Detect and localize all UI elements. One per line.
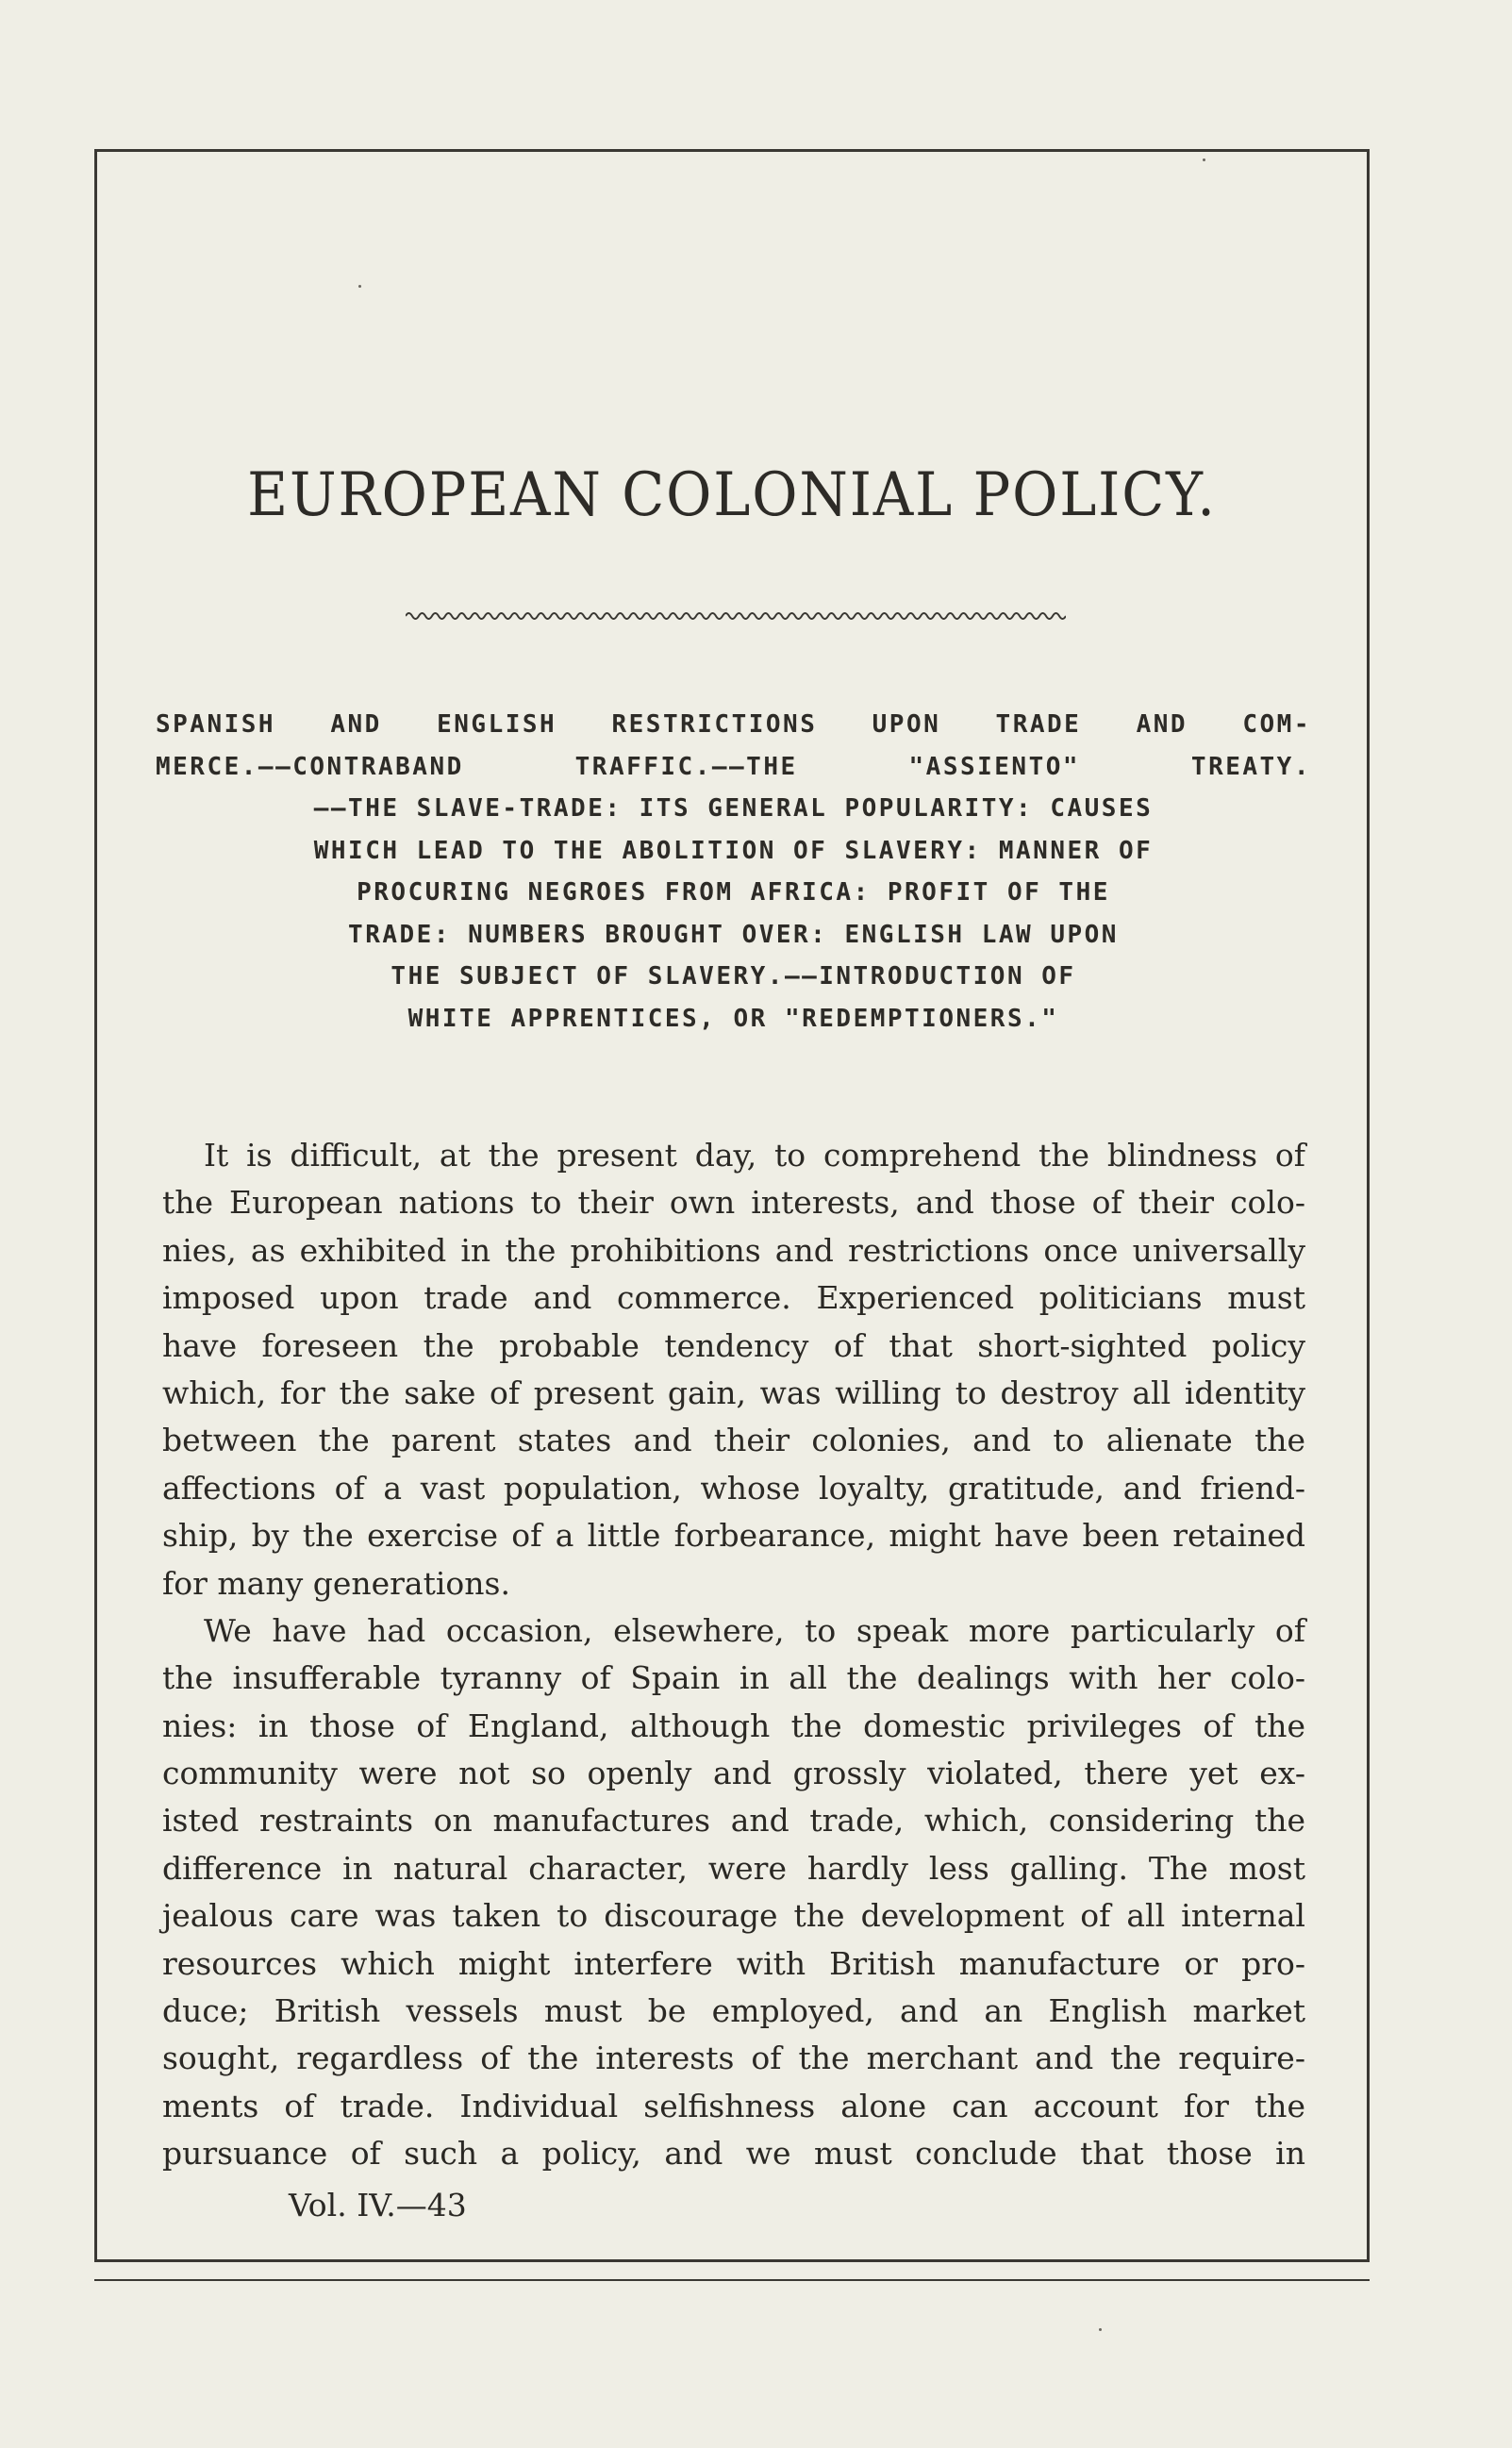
paragraph-line: pursuance of such a policy, and we must conclude that those in (162, 2135, 1305, 2173)
paragraph-line: the European nations to their own interests, and those of their colo- (162, 1184, 1305, 1222)
paragraph-line: It is difficult, at the present day, to comprehend the blindness of (204, 1137, 1305, 1174)
paragraph-2 (162, 1607, 1305, 2178)
paragraph-line: imposed upon trade and commerce. Experienced politicians must (162, 1279, 1305, 1317)
paragraph-line: resources which might interfere with British manufacture or pro- (162, 1944, 1305, 1982)
print-speck (1203, 158, 1205, 161)
paragraph-line: duce; British vessels must be employed, and an English market (162, 1992, 1305, 2030)
paragraph-line: sought, regardless of the interests of the merchant and the require- (162, 2040, 1305, 2077)
paragraph-line: which, for the sake of present gain, was willing to destroy all identity (162, 1374, 1305, 1411)
summary-line: WHITE APPRENTICES, OR "REDEMPTIONERS." (407, 1004, 1059, 1033)
chapter-summary (156, 704, 1311, 1040)
paragraph-line: the insufferable tyranny of Spain in all the dealings with her colo- (162, 1659, 1305, 1697)
wavy-divider-ornament (406, 609, 1066, 623)
paragraph-line: have foreseen the probable tendency of that short-sighted policy (162, 1326, 1305, 1364)
summary-line: THE SUBJECT OF SLAVERY.——INTRODUCTION OF (390, 962, 1076, 991)
paragraph-1 (162, 1132, 1305, 1607)
paragraph-line: difference in natural character, were hardly less galling. The most (162, 1849, 1305, 1887)
paragraph-line: nies: in those of England, although the domestic privileges of the (162, 1707, 1305, 1744)
paragraph-line: ments of trade. Individual selfishness alone can account for the (162, 2087, 1305, 2124)
summary-line: TRADE: NUMBERS BROUGHT OVER: ENGLISH LAW UPON (348, 920, 1119, 949)
summary-line: PROCURING NEGROES FROM AFRICA: PROFIT OF THE (357, 878, 1110, 907)
paragraph-line: ship, by the exercise of a little forbearance, might have been retained (162, 1517, 1305, 1555)
body-text (162, 1132, 1305, 2178)
paragraph-line: affections of a vast population, whose loyalty, gratitude, and friend- (162, 1469, 1305, 1507)
paragraph-line: community were not so openly and grossly violated, there yet ex- (162, 1755, 1305, 1792)
chapter-title: EUROPEAN COLONIAL POLICY. (247, 460, 1217, 530)
paragraph-line: between the parent states and their colonies, and to alienate the (162, 1422, 1305, 1459)
summary-line: WHICH LEAD TO THE ABOLITION OF SLAVERY: MANNER OF (313, 836, 1154, 865)
summary-line: ——THE SLAVE-TRADE: ITS GENERAL POPULARITY: CAUSES (313, 794, 1154, 823)
print-speck (1099, 2328, 1102, 2331)
signature-mark: Vol. IV.—43 (289, 2187, 467, 2223)
summary-line: MERCE.——CONTRABAND TRAFFIC.——THE "ASSIENTO" TREATY. (156, 752, 1311, 781)
summary-line: SPANISH AND ENGLISH RESTRICTIONS UPON TRADE AND COM- (156, 710, 1311, 739)
print-speck (358, 285, 361, 288)
page-border-bottom-rule (94, 2279, 1370, 2281)
paragraph-line: for many generations. (162, 1564, 510, 1602)
paragraph-line: isted restraints on manufactures and trade, which, considering the (162, 1802, 1305, 1840)
paragraph-line: jealous care was taken to discourage the development of all internal (162, 1897, 1305, 1935)
paragraph-line: We have had occasion, elsewhere, to speak more particularly of (204, 1611, 1305, 1649)
paragraph-line: nies, as exhibited in the prohibitions and restrictions once universally (162, 1231, 1305, 1269)
